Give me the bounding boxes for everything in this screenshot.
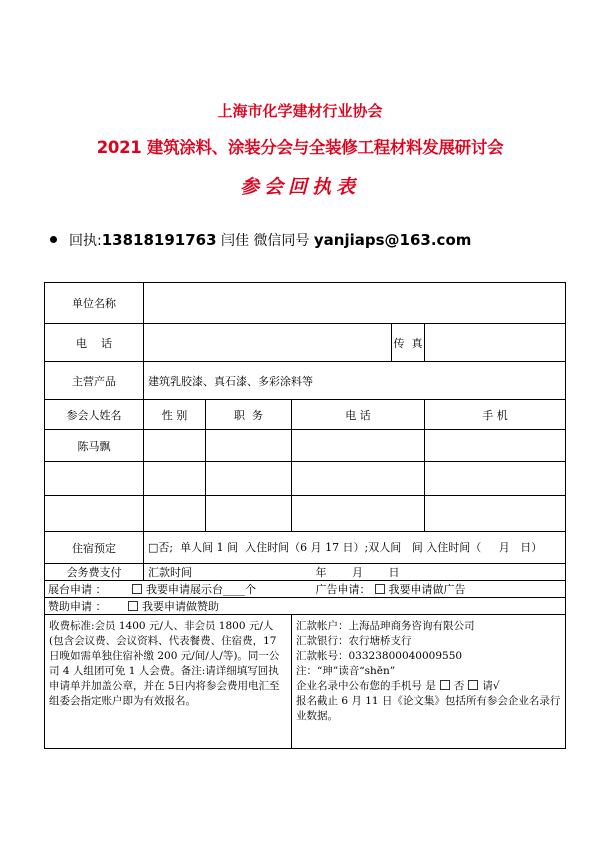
directory-please-label: 请√: [482, 680, 500, 692]
table-row: [45, 496, 566, 532]
bullet-icon: [50, 236, 57, 243]
attendee-gender[interactable]: [144, 430, 206, 462]
booth-checkbox[interactable]: [132, 584, 142, 594]
fax-field[interactable]: [425, 324, 566, 362]
phone-field[interactable]: [144, 324, 392, 362]
booth-label: 展台申请 ：: [48, 583, 107, 596]
table-row: [45, 430, 566, 462]
attendee-name[interactable]: [45, 496, 144, 532]
lodging-field[interactable]: □否; 单人间 1 间 入住时间（6 月 17 日）;双人间 间 入住时间（ 月 日）: [144, 532, 566, 564]
contact-phone: 13818191763: [101, 231, 217, 249]
wechat-label: 微信同号: [253, 233, 310, 249]
bank-info: [292, 615, 566, 749]
product-field[interactable]: 建筑乳胶漆、真石漆、多彩涂料等: [144, 362, 566, 400]
fee-year: 年: [315, 566, 327, 579]
sponsor-row: [45, 598, 566, 615]
unit-field[interactable]: [144, 283, 566, 324]
unit-label: 单位名称: [45, 283, 144, 324]
registration-form: [44, 282, 566, 749]
booth-text: 我要申请展示台____个: [146, 583, 256, 596]
directory-text: 企业名录中公布您的手机号 是: [296, 680, 436, 692]
attendee-phone[interactable]: [292, 462, 425, 496]
attendee-name[interactable]: 陈马飘: [45, 430, 144, 462]
attendee-mobile[interactable]: [425, 496, 566, 532]
bank-name: 汇款银行：农行塘桥支行: [296, 635, 412, 647]
fee-label: 会务费支付: [45, 564, 144, 581]
header-name: 参会人姓名: [45, 400, 144, 430]
attendee-gender[interactable]: [144, 462, 206, 496]
ad-text: 我要申请做广告: [388, 583, 466, 596]
fee-standard-note: 收费标准:会员 1400 元/人、非会员 1800 元/人(包含会议费、会议资料、代表餐费、住宿费，17 日晚如需单独住宿补缴 200 元/间/人/等)。同一公司 4 人组团可免 1 人会费。备注:请详细填写回执申请单并加盖公章，并在 5日内将参会费用电汇至组委会指定账户即为有效报名。: [45, 615, 292, 749]
booth-ad-row: [45, 581, 566, 598]
sponsor-label: 赞助申请 ：: [48, 600, 107, 613]
ad-label: 广告申请：: [315, 583, 371, 596]
bank-note: 注：“珅”读音“shēn”: [296, 665, 396, 677]
attendee-position[interactable]: [206, 430, 292, 462]
phone-label: 电 话: [45, 324, 144, 362]
header-mobile: 手 机: [425, 400, 566, 430]
fax-label: 传 真: [392, 324, 425, 362]
attendee-phone[interactable]: [292, 430, 425, 462]
sponsor-text: 我要申请做赞助: [142, 600, 219, 613]
header-phone: 电 话: [292, 400, 425, 430]
bank-account-name: 汇款帐户：上海品珅商务咨询有限公司: [296, 620, 475, 632]
product-label: 主营产品: [45, 362, 144, 400]
form-subtitle: 参会回执表: [239, 176, 360, 198]
header-gender: 性 别: [144, 400, 206, 430]
attendee-phone[interactable]: [292, 496, 425, 532]
directory-option: [296, 679, 561, 694]
org-name: 上海市化学建材行业协会: [217, 102, 383, 120]
contact-line: [50, 230, 471, 250]
contact-name: 闫佳: [220, 233, 249, 249]
table-row: [45, 462, 566, 496]
directory-no-checkbox[interactable]: [468, 680, 478, 690]
fee-month: 月: [352, 566, 363, 579]
header-position: 职 务: [206, 400, 292, 430]
lodging-label: 住宿预定: [45, 532, 144, 564]
fee-time-label: 汇款时间: [148, 566, 192, 579]
bank-number: 汇款帐号：03323800040009550: [296, 650, 463, 662]
attendee-mobile[interactable]: [425, 430, 566, 462]
directory-yes-checkbox[interactable]: [440, 680, 450, 690]
directory-no-label: 否: [453, 680, 465, 692]
contact-email: yanjiaps@163.com: [313, 231, 472, 249]
deadline-note: 报名截止 6 月 11 日《论文集》包括所有参会企业名录行业数据。: [296, 695, 561, 722]
attendee-gender[interactable]: [144, 496, 206, 532]
attendee-position[interactable]: [206, 462, 292, 496]
fee-field[interactable]: [144, 564, 566, 581]
sponsor-checkbox[interactable]: [128, 601, 138, 611]
fee-day: 日: [388, 566, 400, 579]
ad-checkbox[interactable]: [375, 584, 385, 594]
attendee-position[interactable]: [206, 496, 292, 532]
contact-label: 回执:: [69, 233, 102, 249]
attendee-mobile[interactable]: [425, 462, 566, 496]
event-title: 2021 建筑涂料、涂装分会与全装修工程材料发展研讨会: [96, 138, 504, 157]
attendee-name[interactable]: [45, 462, 144, 496]
